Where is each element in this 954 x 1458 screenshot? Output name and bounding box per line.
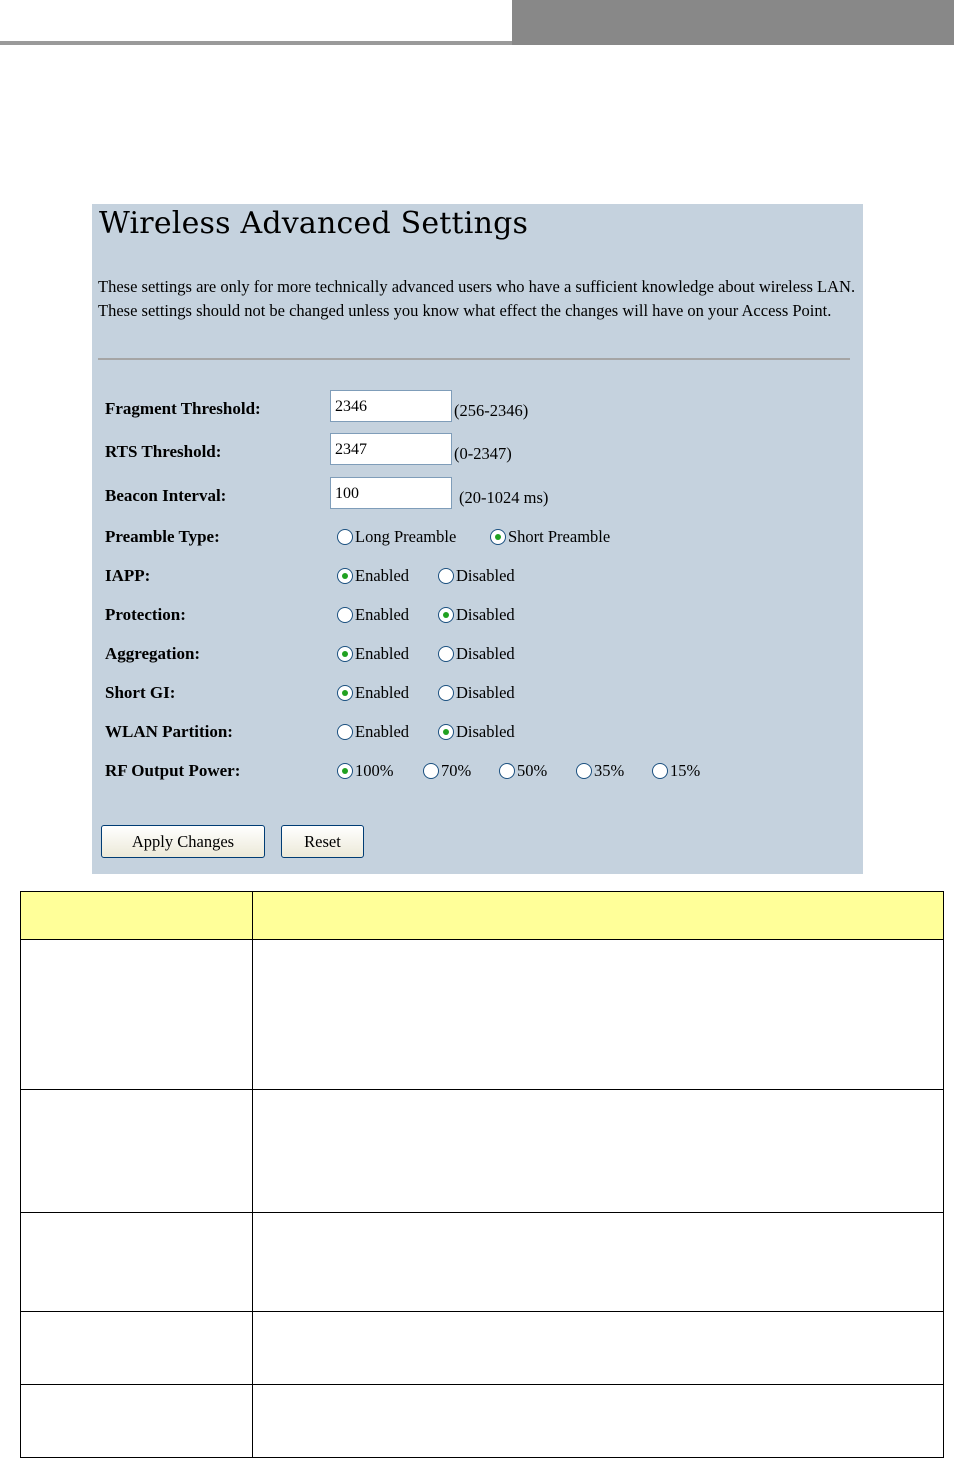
rf-power-15-radio[interactable] <box>652 760 700 782</box>
apply-changes-button[interactable]: Apply Changes <box>101 825 265 858</box>
rf-power-15-label: 15% <box>670 761 701 780</box>
beacon-interval-label: Beacon Interval: <box>105 486 227 505</box>
wlan-partition-enabled-radio[interactable] <box>337 721 409 743</box>
table-header-row <box>21 892 944 940</box>
iapp-row <box>92 565 863 599</box>
beacon-interval-row <box>92 485 863 519</box>
beacon-interval-range: (20-1024 ms) <box>459 488 549 507</box>
aggregation-row <box>92 643 863 677</box>
iapp-enabled-radio[interactable] <box>337 565 409 587</box>
radio-unchecked-icon <box>499 763 515 779</box>
radio-unchecked-icon <box>423 763 439 779</box>
table-cell <box>21 1312 253 1385</box>
wlan-partition-label: WLAN Partition: <box>105 722 233 741</box>
table-cell <box>253 940 944 1090</box>
radio-unchecked-icon <box>576 763 592 779</box>
rf-power-50-radio[interactable] <box>499 760 547 782</box>
protection-disabled-radio[interactable] <box>438 604 515 626</box>
rts-threshold-range: (0-2347) <box>454 444 512 463</box>
radio-checked-icon <box>337 685 353 701</box>
fragment-threshold-row <box>92 398 863 432</box>
table-header-cell <box>21 892 253 940</box>
wlan-partition-row <box>92 721 863 755</box>
preamble-long-radio[interactable] <box>337 526 456 548</box>
aggregation-disabled-label: Disabled <box>456 644 515 663</box>
preamble-type-row <box>92 526 863 560</box>
table-row <box>21 1213 944 1312</box>
aggregation-disabled-radio[interactable] <box>438 643 515 665</box>
settings-description-table <box>20 891 944 1458</box>
protection-row <box>92 604 863 638</box>
protection-enabled-radio[interactable] <box>337 604 409 626</box>
short-gi-disabled-label: Disabled <box>456 683 515 702</box>
short-gi-enabled-label: Enabled <box>355 683 410 702</box>
protection-label: Protection: <box>105 605 186 624</box>
wlan-partition-disabled-label: Disabled <box>456 722 515 741</box>
table-cell <box>21 1385 253 1458</box>
protection-disabled-label: Disabled <box>456 605 515 624</box>
radio-unchecked-icon <box>337 529 353 545</box>
radio-unchecked-icon <box>438 646 454 662</box>
table-row <box>21 1312 944 1385</box>
radio-checked-icon <box>490 529 506 545</box>
aggregation-label: Aggregation: <box>105 644 201 663</box>
radio-unchecked-icon <box>337 724 353 740</box>
short-gi-label: Short GI: <box>105 683 176 702</box>
table-cell <box>253 1090 944 1213</box>
short-gi-disabled-radio[interactable] <box>438 682 515 704</box>
table-cell <box>253 1213 944 1312</box>
page-description: These settings are only for more technically advanced users who have a sufficient knowledge about wireless LAN. These settings should not be changed unless you know what effect the changes will have on your Access Point. <box>98 277 856 320</box>
radio-checked-icon <box>337 763 353 779</box>
preamble-type-label: Preamble Type: <box>105 527 220 546</box>
aggregation-enabled-label: Enabled <box>355 644 410 663</box>
rf-power-70-radio[interactable] <box>423 760 471 782</box>
rf-output-power-row <box>92 760 863 794</box>
header-block <box>512 0 954 45</box>
rf-output-power-label: RF Output Power: <box>105 761 241 780</box>
rts-threshold-input[interactable] <box>330 433 452 465</box>
rf-power-50-label: 50% <box>517 761 548 780</box>
rf-power-35-radio[interactable] <box>576 760 624 782</box>
table-row <box>21 1385 944 1458</box>
radio-unchecked-icon <box>652 763 668 779</box>
preamble-short-radio[interactable] <box>490 526 610 548</box>
short-gi-enabled-radio[interactable] <box>337 682 409 704</box>
rts-threshold-label: RTS Threshold: <box>105 442 222 461</box>
protection-enabled-label: Enabled <box>355 605 410 624</box>
radio-checked-icon <box>337 646 353 662</box>
table-row <box>21 1090 944 1213</box>
radio-unchecked-icon <box>438 568 454 584</box>
short-gi-row <box>92 682 863 716</box>
rts-threshold-row <box>92 441 863 475</box>
reset-button[interactable]: Reset <box>281 825 364 858</box>
radio-checked-icon <box>337 568 353 584</box>
page-title: Wireless Advanced Settings <box>99 206 529 241</box>
fragment-threshold-input[interactable] <box>330 390 452 422</box>
radio-checked-icon <box>438 724 454 740</box>
rf-power-100-radio[interactable] <box>337 760 394 782</box>
fragment-threshold-range: (256-2346) <box>454 401 529 420</box>
rf-power-70-label: 70% <box>441 761 472 780</box>
table-row <box>21 940 944 1090</box>
aggregation-enabled-radio[interactable] <box>337 643 409 665</box>
radio-checked-icon <box>438 607 454 623</box>
rf-power-100-label: 100% <box>355 761 394 780</box>
table-cell <box>21 940 253 1090</box>
iapp-label: IAPP: <box>105 566 151 585</box>
radio-unchecked-icon <box>438 685 454 701</box>
divider <box>98 358 850 360</box>
iapp-enabled-label: Enabled <box>355 566 410 585</box>
iapp-disabled-label: Disabled <box>456 566 515 585</box>
table-cell <box>253 1312 944 1385</box>
preamble-long-label: Long Preamble <box>355 527 457 546</box>
table-header-cell <box>253 892 944 940</box>
wlan-partition-enabled-label: Enabled <box>355 722 410 741</box>
beacon-interval-input[interactable] <box>330 477 452 509</box>
preamble-short-label: Short Preamble <box>508 527 611 546</box>
table-cell <box>253 1385 944 1458</box>
header-rule <box>0 41 512 45</box>
iapp-disabled-radio[interactable] <box>438 565 515 587</box>
table-cell <box>21 1090 253 1213</box>
wlan-partition-disabled-radio[interactable] <box>438 721 515 743</box>
rf-power-35-label: 35% <box>594 761 625 780</box>
wireless-advanced-settings-panel <box>92 204 863 874</box>
radio-unchecked-icon <box>337 607 353 623</box>
fragment-threshold-label: Fragment Threshold: <box>105 399 261 418</box>
table-cell <box>21 1213 253 1312</box>
